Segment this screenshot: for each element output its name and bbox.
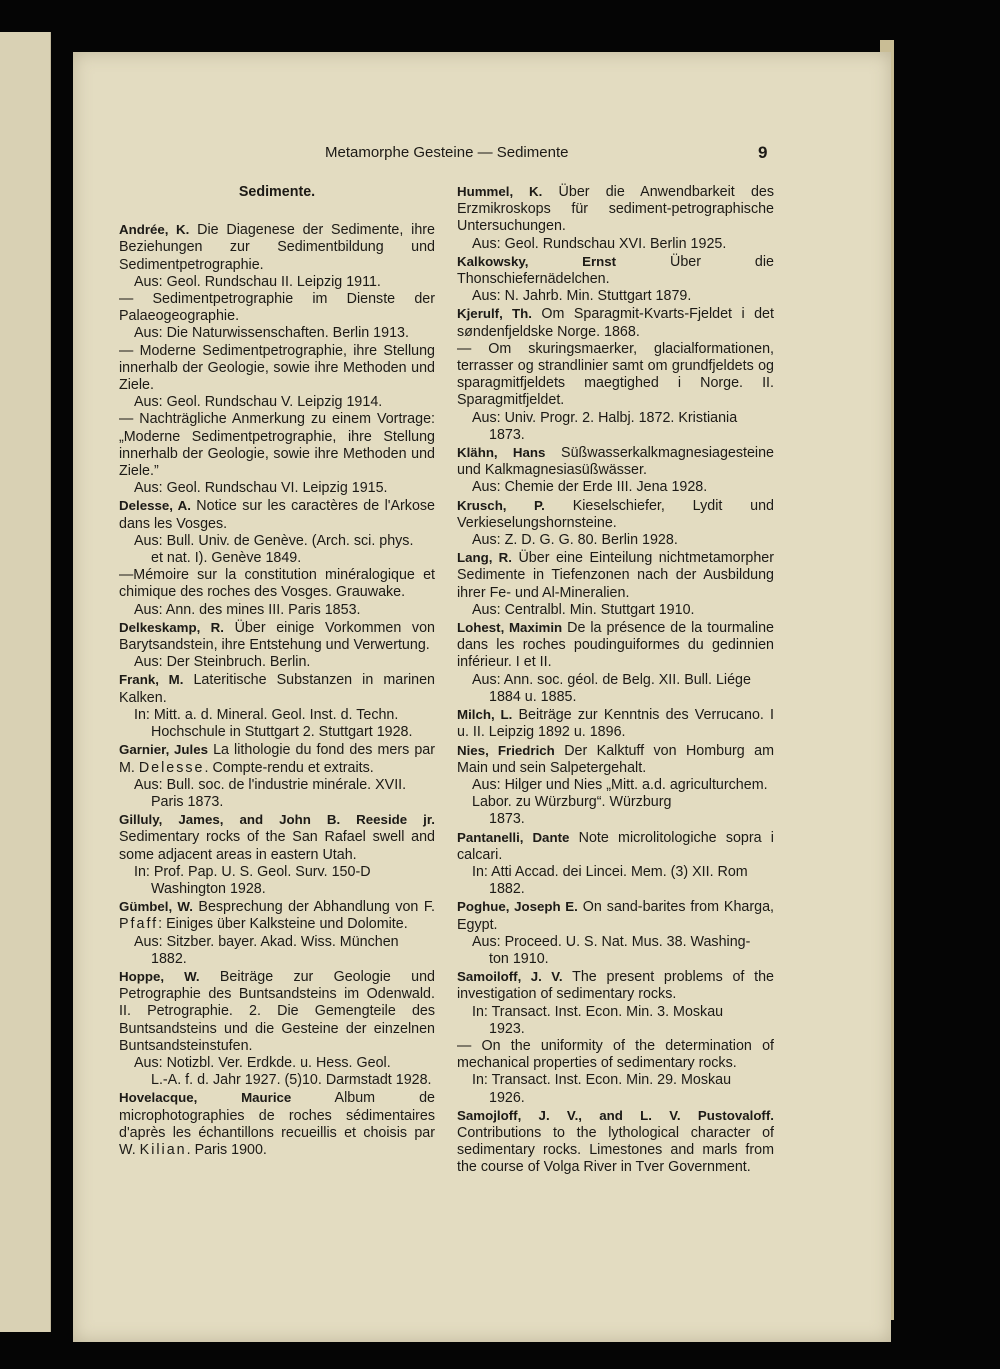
source-line: Aus: Bull. Univ. de Genève. (Arch. sci. phys. [134, 532, 414, 549]
bib-entry: —Mémoire sur la constitution minéralogique et chimique des roches des Vosges. Grauwake. [119, 567, 435, 601]
entry-title: Beiträge zur Geologie und Petrographie des Buntsandsteins im Odenwald. II. Petrographie. 2. Die Gemengteile des Buntsandsteins und die Gesteine der einzelnen Buntsandsteinstufen. [119, 968, 435, 1054]
author: Hovelacque, Maurice [119, 1090, 292, 1106]
entry-title: Notice sur les caractères de l'Arkose dans les Vosges. [119, 498, 436, 532]
bib-entry [457, 497, 774, 532]
author: Gilluly, James, and John B. Reeside jr. [119, 812, 435, 828]
entry-title-end: : Einiges über Kalksteine und Dolomite. [158, 916, 408, 933]
bib-entry [119, 221, 435, 274]
author: Gümbel, W. [119, 899, 193, 915]
source-continuation: Hochschule in Stuttgart 2. Stuttgart 1928. [151, 724, 413, 741]
entry-title: Über eine Einteilung nichtmetamorpher Sedimente in Tiefenzonen nach der Ausbildung ihrer Fe- und Al-Mineralien. [457, 550, 775, 601]
author: Lohest, Maximin [457, 620, 563, 636]
entry-title: Beiträge zur Kenntnis des Verrucano. I u. II. Leipzig 1892 u. 1896. [457, 707, 774, 741]
source-line: Aus: Geol. Rundschau II. Leipzig 1911. [134, 273, 381, 290]
bib-entry [119, 619, 435, 654]
section-heading: Sedimente. [238, 184, 316, 200]
running-title: Metamorphe Gesteine — Sedimente [325, 144, 569, 161]
entry-title: Die Diagenese der Sedimente, ihre Beziehungen zur Sedimentbildung und Sedimentpetrographie. [119, 222, 436, 273]
adjacent-page-edge [0, 32, 51, 1332]
source-line: Aus: Centralbl. Min. Stuttgart 1910. [472, 601, 695, 618]
source-continuation: 1882. [151, 950, 187, 967]
entry-title: Über die Thonschiefernädelchen. [457, 253, 774, 288]
source-line: Aus: Geol. Rundschau XVI. Berlin 1925. [472, 235, 727, 252]
right-column [457, 183, 774, 1177]
bib-entry [457, 742, 774, 777]
source-continuation: Washington 1928. [151, 880, 266, 897]
source-line: In: Mitt. a. d. Mineral. Geol. Inst. d. Techn. [134, 706, 399, 723]
entry-title-end: . Compte-rendu et extraits. [204, 759, 374, 776]
author: Pantanelli, Dante [457, 829, 570, 845]
source-continuation: 1923. [489, 1020, 525, 1037]
source-continuation: 1873. [489, 426, 525, 443]
source-continuation: Paris 1873. [151, 793, 224, 810]
bib-entry: — Nachträgliche Anmerkung zu einem Vortrage: „Moderne Sedimentpetrographie, ihre Stellung innerhalb der Geologie, sowie ihre Methoden und Ziele.” [119, 411, 435, 480]
source-line: Aus: Die Naturwissenschaften. Berlin 1913. [134, 325, 409, 342]
bib-entry [457, 444, 774, 479]
author: Frank, M. [119, 672, 184, 688]
bib-entry [457, 968, 774, 1003]
entry-title: Besprechung der Abhandlung von F. [192, 899, 435, 916]
bib-entry [119, 671, 435, 706]
spaced-name: Delesse [138, 759, 205, 776]
bib-entry: — Sedimentpetrographie im Dienste der Palaeogeographie. [119, 291, 435, 325]
author: Milch, L. [457, 707, 513, 723]
bib-entry [457, 549, 774, 602]
bib-entry [457, 898, 774, 933]
source-line: Aus: Der Steinbruch. Berlin. [134, 654, 311, 671]
author: Kalkowsky, Ernst [457, 253, 617, 269]
bib-entry [119, 741, 435, 776]
entry-title: Der Kalktuff von Homburg am Main und sein Salpetergehalt. [457, 742, 775, 776]
entry-title: De la présence de la tourmaline dans les roches poudinguiformes du gedinnien inférieur. I et II. [457, 620, 774, 671]
source-continuation: 1926. [489, 1089, 525, 1106]
author: Poghue, Joseph E. [457, 899, 578, 915]
spaced-name: Kilian [139, 1141, 187, 1158]
source-line: In: Prof. Pap. U. S. Geol. Surv. 150-D [134, 863, 371, 880]
source-continuation: 1882. [489, 881, 525, 898]
bib-entry [457, 253, 774, 288]
left-column [119, 178, 435, 1159]
bib-entry [457, 829, 774, 864]
author: Andrée, K. [119, 222, 190, 238]
bib-entry: — Om skuringsmaerker, glacialformationen, terrasser og strandlinier samt om grundfjeldets og sparagmitfjeldets maegtighed i Norge. II. Sparagmitfjeldet. [457, 340, 774, 409]
source-line: In: Atti Accad. dei Lincei. Mem. (3) XII. Rom [472, 863, 748, 880]
source-continuation: ton 1910. [489, 950, 549, 967]
source-line: Aus: Notizbl. Ver. Erdkde. u. Hess. Geol. [134, 1054, 391, 1071]
entry-title: Om Sparagmit-Kvarts-Fjeldet i det søndenfjeldske Norge. 1868. [457, 306, 774, 340]
source-line: Aus: Sitzber. bayer. Akad. Wiss. München [134, 933, 399, 950]
source-line: Aus: Geol. Rundschau VI. Leipzig 1915. [134, 480, 388, 497]
source-line: In: Transact. Inst. Econ. Min. 3. Moskau [472, 1003, 724, 1020]
bib-entry [457, 706, 774, 741]
source-continuation: 1873. [489, 811, 525, 828]
entry-title: Kieselschiefer, Lydit und Verkieselungshornsteine. [457, 497, 774, 531]
bib-entry [119, 1089, 435, 1159]
source-line: Aus: Bull. soc. de l'industrie minérale. XVII. [134, 776, 407, 793]
bib-entry: — Moderne Sedimentpetrographie, ihre Stellung innerhalb der Geologie, sowie ihre Methoden und Ziele. [119, 342, 435, 394]
source-line: Aus: Geol. Rundschau V. Leipzig 1914. [134, 394, 383, 411]
entry-title: The present problems of the investigation of sedimentary rocks. [457, 969, 775, 1003]
bib-entry [457, 305, 774, 340]
source-continuation: 1884 u. 1885. [489, 688, 577, 705]
author: Samojloff, J. V., and L. V. Pustovaloff. [457, 1107, 774, 1123]
entry-title-end: . Paris 1900. [186, 1141, 267, 1158]
entry-title: Sedimentary rocks of the San Rafael swell and some adjacent areas in eastern Utah. [119, 829, 435, 863]
author: Klähn, Hans [457, 445, 546, 461]
entry-title: On sand-barites from Kharga, Egypt. [457, 899, 775, 933]
bib-entry [119, 968, 435, 1055]
entry-title: Note microlitologiche sopra i calcari. [457, 829, 774, 863]
entry-title: Über die Anwendbarkeit des Erzmikroskops für sediment-petrographische Untersuchungen. [457, 184, 774, 235]
bib-entry [119, 497, 435, 532]
bib-entry [457, 1107, 774, 1177]
author: Kjerulf, Th. [457, 306, 532, 322]
author: Hoppe, W. [119, 968, 200, 984]
author: Samoiloff, J. V. [457, 969, 563, 985]
source-line: Aus: Proceed. U. S. Nat. Mus. 38. Washing- [472, 933, 751, 950]
spaced-name: Pfaff [119, 916, 159, 933]
source-line: Aus: Univ. Progr. 2. Halbj. 1872. Kristiania [472, 409, 738, 426]
bib-entry: — On the uniformity of the determination of mechanical properties of sedimentary rocks. [457, 1037, 774, 1072]
author: Delesse, A. [119, 498, 191, 514]
source-line: Aus: Hilger und Nies „Mitt. a.d. agriculturchem. Labor. zu Würzburg“. Würzburg [472, 776, 768, 811]
entry-title: Album de microphotographies de roches sédimentaires d'après les échantillons recueillis et choisis par W. [119, 1090, 435, 1158]
bib-entry [457, 619, 774, 672]
page-number: 9 [758, 143, 768, 162]
source-line: In: Transact. Inst. Econ. Min. 29. Moskau [472, 1072, 732, 1089]
entry-title: Lateritische Substanzen in marinen Kalken. [119, 672, 435, 706]
author: Krusch, P. [457, 497, 545, 513]
source-line: Aus: Ann. des mines III. Paris 1853. [134, 601, 361, 618]
author: Lang, R. [457, 550, 512, 566]
author: Hummel, K. [457, 184, 543, 199]
bib-entry [457, 183, 774, 236]
source-line: Aus: Z. D. G. G. 80. Berlin 1928. [472, 532, 678, 549]
author: Nies, Friedrich [457, 742, 555, 758]
source-line: Aus: N. Jahrb. Min. Stuttgart 1879. [472, 288, 692, 305]
source-line: Aus: Ann. soc. géol. de Belg. XII. Bull. Liége [472, 671, 751, 688]
entry-title: Über einige Vorkommen von Barytsandstein, ihre Entstehung und Verwertung. [119, 619, 435, 654]
source-continuation: et nat. I). Genève 1849. [151, 550, 302, 567]
source-line: Aus: Chemie der Erde III. Jena 1928. [472, 479, 708, 496]
bib-entry [119, 898, 435, 933]
bib-entry [119, 811, 435, 864]
author: Delkeskamp, R. [119, 619, 224, 635]
entry-title: Süßwasserkalkmagnesiagesteine und Kalkmagnesiasüßwässer. [457, 445, 775, 479]
entry-title: La lithologie du fond des mers par M. [119, 742, 435, 776]
author: Garnier, Jules [119, 742, 209, 758]
source-continuation: L.-A. f. d. Jahr 1927. (5)10. Darmstadt 1928. [151, 1072, 432, 1089]
entry-title: Contributions to the lythological character of sedimentary rocks. Limestones and marls from the course of Volga River in Tver Government. [457, 1124, 774, 1176]
